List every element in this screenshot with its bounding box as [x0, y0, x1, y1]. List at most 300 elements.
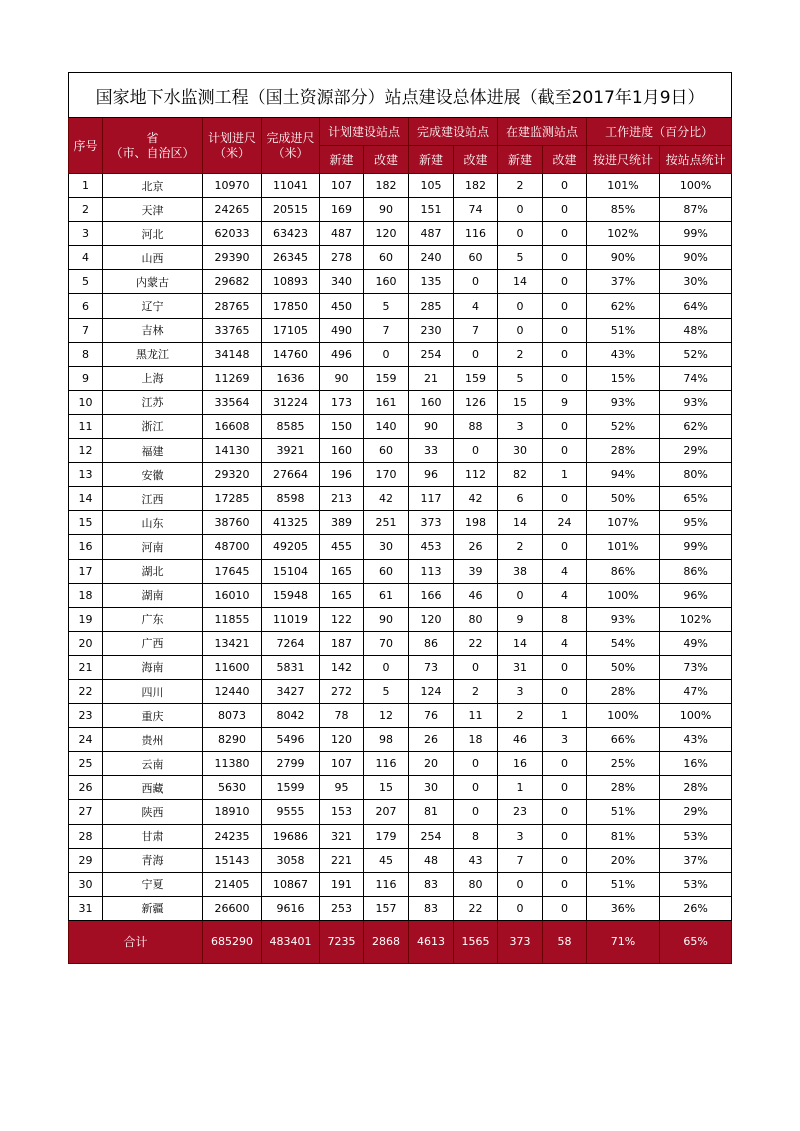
table-cell: 169 [320, 198, 364, 222]
table-cell: 2799 [262, 752, 320, 776]
table-cell: 0 [498, 318, 543, 342]
table-row [69, 439, 732, 463]
table-row [69, 607, 732, 631]
table-cell: 浙江 [103, 414, 203, 438]
table-cell: 9555 [262, 800, 320, 824]
table-cell: 27664 [262, 463, 320, 487]
table-cell: 49205 [262, 535, 320, 559]
table-cell: 7 [498, 848, 543, 872]
table-cell: 88 [454, 414, 498, 438]
table-cell: 1 [69, 174, 103, 198]
table-cell: 31 [69, 896, 103, 920]
table-cell: 17285 [203, 487, 262, 511]
header-progress: 工作进度（百分比） [587, 118, 732, 146]
table-cell: 内蒙古 [103, 270, 203, 294]
table-cell: 21 [409, 366, 454, 390]
table-cell: 8290 [203, 728, 262, 752]
table-cell: 30 [364, 535, 409, 559]
table-cell: 15948 [262, 583, 320, 607]
table-cell: 0 [543, 487, 587, 511]
table-cell: 0 [454, 800, 498, 824]
table-cell: 3058 [262, 848, 320, 872]
table-cell: 140 [364, 414, 409, 438]
header-plan-sites: 计划建设站点 [320, 118, 409, 146]
table-cell: 100% [660, 174, 732, 198]
table-cell: 7264 [262, 631, 320, 655]
table-cell: 93% [587, 607, 660, 631]
table-cell: 山东 [103, 511, 203, 535]
table-cell: 487 [409, 222, 454, 246]
table-cell: 26345 [262, 246, 320, 270]
table-cell: 3 [498, 824, 543, 848]
table-cell: 0 [454, 752, 498, 776]
table-cell: 389 [320, 511, 364, 535]
table-cell: 2 [498, 174, 543, 198]
header-plan-rebuild: 改建 [364, 146, 409, 174]
table-cell: 8 [69, 342, 103, 366]
table-cell: 90% [587, 246, 660, 270]
table-cell: 321 [320, 824, 364, 848]
table-cell: 8073 [203, 704, 262, 728]
table-cell: 18 [69, 583, 103, 607]
table-cell: 陕西 [103, 800, 203, 824]
table-cell: 11600 [203, 655, 262, 679]
table-cell: 160 [320, 439, 364, 463]
table-cell: 0 [454, 439, 498, 463]
table-cell: 8042 [262, 704, 320, 728]
table-cell: 23 [69, 704, 103, 728]
table-cell: 160 [409, 390, 454, 414]
table-row [69, 704, 732, 728]
table-cell: 12440 [203, 679, 262, 703]
table-cell: 11855 [203, 607, 262, 631]
table-cell: 0 [498, 872, 543, 896]
table-cell: 70 [364, 631, 409, 655]
table-cell: 28% [587, 679, 660, 703]
table-cell: 100% [660, 704, 732, 728]
table-cell: 青海 [103, 848, 203, 872]
header-done-rebuild: 改建 [454, 146, 498, 174]
table-cell: 80 [454, 607, 498, 631]
table-cell: 新疆 [103, 896, 203, 920]
table-cell: 340 [320, 270, 364, 294]
table-cell: 187 [320, 631, 364, 655]
table-cell: 62033 [203, 222, 262, 246]
table-cell: 0 [543, 366, 587, 390]
table-cell: 30 [409, 776, 454, 800]
table-cell: 116 [364, 872, 409, 896]
header-building-sites: 在建监测站点 [498, 118, 587, 146]
table-row [69, 655, 732, 679]
table-cell: 0 [543, 222, 587, 246]
total-cell: 483401 [262, 920, 320, 963]
table-cell: 95% [660, 511, 732, 535]
table-cell: 0 [543, 800, 587, 824]
table-cell: 河北 [103, 222, 203, 246]
table-cell: 0 [498, 222, 543, 246]
table-cell: 29682 [203, 270, 262, 294]
table-cell: 90% [660, 246, 732, 270]
table-cell: 江苏 [103, 390, 203, 414]
table-cell: 142 [320, 655, 364, 679]
table-cell: 8585 [262, 414, 320, 438]
table-row [69, 174, 732, 198]
table-cell: 285 [409, 294, 454, 318]
table-cell: 21 [69, 655, 103, 679]
header-done-sites: 完成建设站点 [409, 118, 498, 146]
table-cell: 安徽 [103, 463, 203, 487]
table-cell: 36% [587, 896, 660, 920]
table-cell: 17 [69, 559, 103, 583]
table-cell: 165 [320, 559, 364, 583]
table-cell: 41325 [262, 511, 320, 535]
table-cell: 1636 [262, 366, 320, 390]
table-cell: 60 [364, 439, 409, 463]
table-cell: 2 [498, 535, 543, 559]
table-cell: 黑龙江 [103, 342, 203, 366]
header-done-new: 新建 [409, 146, 454, 174]
table-cell: 51% [587, 800, 660, 824]
table-cell: 50% [587, 655, 660, 679]
table-cell: 22 [454, 896, 498, 920]
table-row [69, 824, 732, 848]
table-cell: 0 [454, 270, 498, 294]
table-cell: 31224 [262, 390, 320, 414]
table-cell: 86% [660, 559, 732, 583]
table-cell: 43% [660, 728, 732, 752]
table-cell: 254 [409, 342, 454, 366]
table-row [69, 294, 732, 318]
progress-table [68, 72, 732, 964]
table-cell: 117 [409, 487, 454, 511]
table-cell: 江西 [103, 487, 203, 511]
table-cell: 24 [543, 511, 587, 535]
table-cell: 0 [543, 414, 587, 438]
table-cell: 5831 [262, 655, 320, 679]
table-cell: 80% [660, 463, 732, 487]
total-cell: 7235 [320, 920, 364, 963]
table-cell: 0 [364, 655, 409, 679]
header-done-length-line1: 完成进尺 [266, 130, 315, 145]
table-cell: 453 [409, 535, 454, 559]
total-cell: 1565 [454, 920, 498, 963]
table-cell: 0 [498, 294, 543, 318]
table-cell: 254 [409, 824, 454, 848]
table-cell: 16 [69, 535, 103, 559]
table-cell: 33564 [203, 390, 262, 414]
table-cell: 0 [498, 198, 543, 222]
table-cell: 42 [454, 487, 498, 511]
table-cell: 31 [498, 655, 543, 679]
table-cell: 105 [409, 174, 454, 198]
table-row [69, 752, 732, 776]
table-cell: 5630 [203, 776, 262, 800]
table-cell: 64% [660, 294, 732, 318]
table-cell: 272 [320, 679, 364, 703]
table-cell: 20% [587, 848, 660, 872]
table-cell: 0 [543, 872, 587, 896]
table-cell: 251 [364, 511, 409, 535]
table-cell: 76 [409, 704, 454, 728]
table-cell: 80 [454, 872, 498, 896]
table-cell: 7 [454, 318, 498, 342]
table-cell: 16608 [203, 414, 262, 438]
table-cell: 99% [660, 222, 732, 246]
table-cell: 湖南 [103, 583, 203, 607]
table-cell: 5 [498, 366, 543, 390]
table-cell: 29 [69, 848, 103, 872]
total-cell: 4613 [409, 920, 454, 963]
table-cell: 51% [587, 318, 660, 342]
table-cell: 33765 [203, 318, 262, 342]
table-cell: 17645 [203, 559, 262, 583]
table-cell: 3 [543, 728, 587, 752]
table-cell: 15 [69, 511, 103, 535]
table-cell: 云南 [103, 752, 203, 776]
table-row [69, 487, 732, 511]
table-cell: 53% [660, 872, 732, 896]
table-cell: 海南 [103, 655, 203, 679]
table-cell: 150 [320, 414, 364, 438]
total-label: 合计 [69, 920, 203, 963]
table-cell: 2 [69, 198, 103, 222]
table-cell: 2 [454, 679, 498, 703]
table-cell: 102% [587, 222, 660, 246]
table-cell: 46 [454, 583, 498, 607]
table-row [69, 776, 732, 800]
header-plan-length [203, 118, 262, 174]
table-cell: 38 [498, 559, 543, 583]
table-cell: 86 [409, 631, 454, 655]
table-cell: 99% [660, 535, 732, 559]
table-cell: 29% [660, 439, 732, 463]
table-body [69, 174, 732, 921]
table-cell: 30 [498, 439, 543, 463]
table-row [69, 414, 732, 438]
table-cell: 101% [587, 535, 660, 559]
table-cell: 0 [498, 583, 543, 607]
table-cell: 14130 [203, 439, 262, 463]
table-cell: 166 [409, 583, 454, 607]
table-cell: 7 [364, 318, 409, 342]
table-cell: 广东 [103, 607, 203, 631]
table-cell: 52% [660, 342, 732, 366]
table-cell: 45 [364, 848, 409, 872]
table-row [69, 679, 732, 703]
table-cell: 1599 [262, 776, 320, 800]
table-cell: 0 [454, 655, 498, 679]
table-cell: 11019 [262, 607, 320, 631]
table-cell: 90 [364, 198, 409, 222]
header-by-sites: 按站点统计 [660, 146, 732, 174]
table-cell: 113 [409, 559, 454, 583]
table-cell: 94% [587, 463, 660, 487]
header-province [103, 118, 203, 174]
table-cell: 48700 [203, 535, 262, 559]
table-cell: 3 [69, 222, 103, 246]
table-cell: 26600 [203, 896, 262, 920]
table-cell: 重庆 [103, 704, 203, 728]
table-cell: 4 [543, 583, 587, 607]
table-cell: 153 [320, 800, 364, 824]
total-row [69, 920, 732, 963]
table-cell: 102% [660, 607, 732, 631]
table-cell: 9 [69, 366, 103, 390]
total-cell: 71% [587, 920, 660, 963]
table-cell: 19686 [262, 824, 320, 848]
header-by-length: 按进尺统计 [587, 146, 660, 174]
table-cell: 湖北 [103, 559, 203, 583]
table-cell: 5 [364, 294, 409, 318]
table-cell: 16010 [203, 583, 262, 607]
table-cell: 60 [454, 246, 498, 270]
table-row [69, 848, 732, 872]
table-cell: 278 [320, 246, 364, 270]
table-cell: 0 [364, 342, 409, 366]
table-cell: 15 [498, 390, 543, 414]
table-cell: 0 [543, 342, 587, 366]
header-province-line2: （市、自治区） [110, 145, 195, 160]
table-cell: 81% [587, 824, 660, 848]
table-cell: 1 [543, 463, 587, 487]
table-cell: 73% [660, 655, 732, 679]
table-cell: 100% [587, 583, 660, 607]
table-cell: 27 [69, 800, 103, 824]
table-cell: 28% [587, 776, 660, 800]
table-cell: 63423 [262, 222, 320, 246]
table-cell: 0 [543, 848, 587, 872]
table-cell: 广西 [103, 631, 203, 655]
table-cell: 170 [364, 463, 409, 487]
table-row [69, 390, 732, 414]
table-cell: 26 [69, 776, 103, 800]
table-cell: 宁夏 [103, 872, 203, 896]
table-cell: 82 [498, 463, 543, 487]
table-cell: 29320 [203, 463, 262, 487]
table-cell: 126 [454, 390, 498, 414]
header-building-new: 新建 [498, 146, 543, 174]
table-cell: 10 [69, 390, 103, 414]
report-sheet [68, 72, 731, 964]
table-cell: 河南 [103, 535, 203, 559]
table-cell: 30% [660, 270, 732, 294]
table-cell: 96 [409, 463, 454, 487]
table-cell: 15143 [203, 848, 262, 872]
table-cell: 179 [364, 824, 409, 848]
total-cell: 685290 [203, 920, 262, 963]
header-building-rebuild: 改建 [543, 146, 587, 174]
table-cell: 83 [409, 872, 454, 896]
table-cell: 11380 [203, 752, 262, 776]
table-cell: 0 [543, 439, 587, 463]
table-cell: 26 [409, 728, 454, 752]
table-cell: 3 [498, 414, 543, 438]
table-row [69, 800, 732, 824]
table-cell: 157 [364, 896, 409, 920]
table-cell: 14 [69, 487, 103, 511]
table-cell: 贵州 [103, 728, 203, 752]
table-cell: 5496 [262, 728, 320, 752]
table-cell: 26% [660, 896, 732, 920]
table-cell: 487 [320, 222, 364, 246]
table-cell: 四川 [103, 679, 203, 703]
table-cell: 90 [320, 366, 364, 390]
table-cell: 61 [364, 583, 409, 607]
table-cell: 54% [587, 631, 660, 655]
table-cell: 12 [69, 439, 103, 463]
table-row [69, 342, 732, 366]
table-cell: 83 [409, 896, 454, 920]
table-cell: 198 [454, 511, 498, 535]
table-cell: 74% [660, 366, 732, 390]
table-cell: 13421 [203, 631, 262, 655]
table-cell: 87% [660, 198, 732, 222]
table-cell: 0 [543, 294, 587, 318]
table-cell: 28% [587, 439, 660, 463]
table-cell: 34148 [203, 342, 262, 366]
table-row [69, 872, 732, 896]
table-cell: 0 [543, 270, 587, 294]
table-cell: 5 [69, 270, 103, 294]
table-cell: 1 [543, 704, 587, 728]
table-cell: 96% [660, 583, 732, 607]
table-cell: 160 [364, 270, 409, 294]
table-cell: 120 [364, 222, 409, 246]
table-cell: 3921 [262, 439, 320, 463]
table-cell: 9 [498, 607, 543, 631]
table-cell: 4 [69, 246, 103, 270]
table-cell: 159 [364, 366, 409, 390]
table-cell: 43% [587, 342, 660, 366]
table-cell: 8 [454, 824, 498, 848]
table-cell: 207 [364, 800, 409, 824]
table-cell: 3427 [262, 679, 320, 703]
table-cell: 496 [320, 342, 364, 366]
table-row [69, 246, 732, 270]
table-cell: 107 [320, 174, 364, 198]
table-cell: 450 [320, 294, 364, 318]
table-cell: 373 [409, 511, 454, 535]
table-title: 国家地下水监测工程（国土资源部分）站点建设总体进展（截至2017年1月9日） [69, 73, 732, 118]
table-cell: 165 [320, 583, 364, 607]
table-cell: 22 [454, 631, 498, 655]
table-cell: 北京 [103, 174, 203, 198]
table-cell: 66% [587, 728, 660, 752]
table-cell: 18 [454, 728, 498, 752]
table-cell: 101% [587, 174, 660, 198]
table-cell: 0 [543, 776, 587, 800]
table-cell: 28765 [203, 294, 262, 318]
table-row [69, 511, 732, 535]
table-cell: 50% [587, 487, 660, 511]
table-cell: 5 [364, 679, 409, 703]
table-cell: 0 [498, 896, 543, 920]
table-cell: 42 [364, 487, 409, 511]
table-cell: 49% [660, 631, 732, 655]
table-cell: 17105 [262, 318, 320, 342]
table-cell: 14 [498, 270, 543, 294]
table-cell: 37% [587, 270, 660, 294]
table-cell: 28 [69, 824, 103, 848]
table-cell: 3 [498, 679, 543, 703]
table-cell: 吉林 [103, 318, 203, 342]
table-cell: 0 [543, 752, 587, 776]
table-cell: 0 [543, 679, 587, 703]
table-cell: 17850 [262, 294, 320, 318]
table-cell: 20 [69, 631, 103, 655]
table-cell: 15104 [262, 559, 320, 583]
table-row [69, 559, 732, 583]
